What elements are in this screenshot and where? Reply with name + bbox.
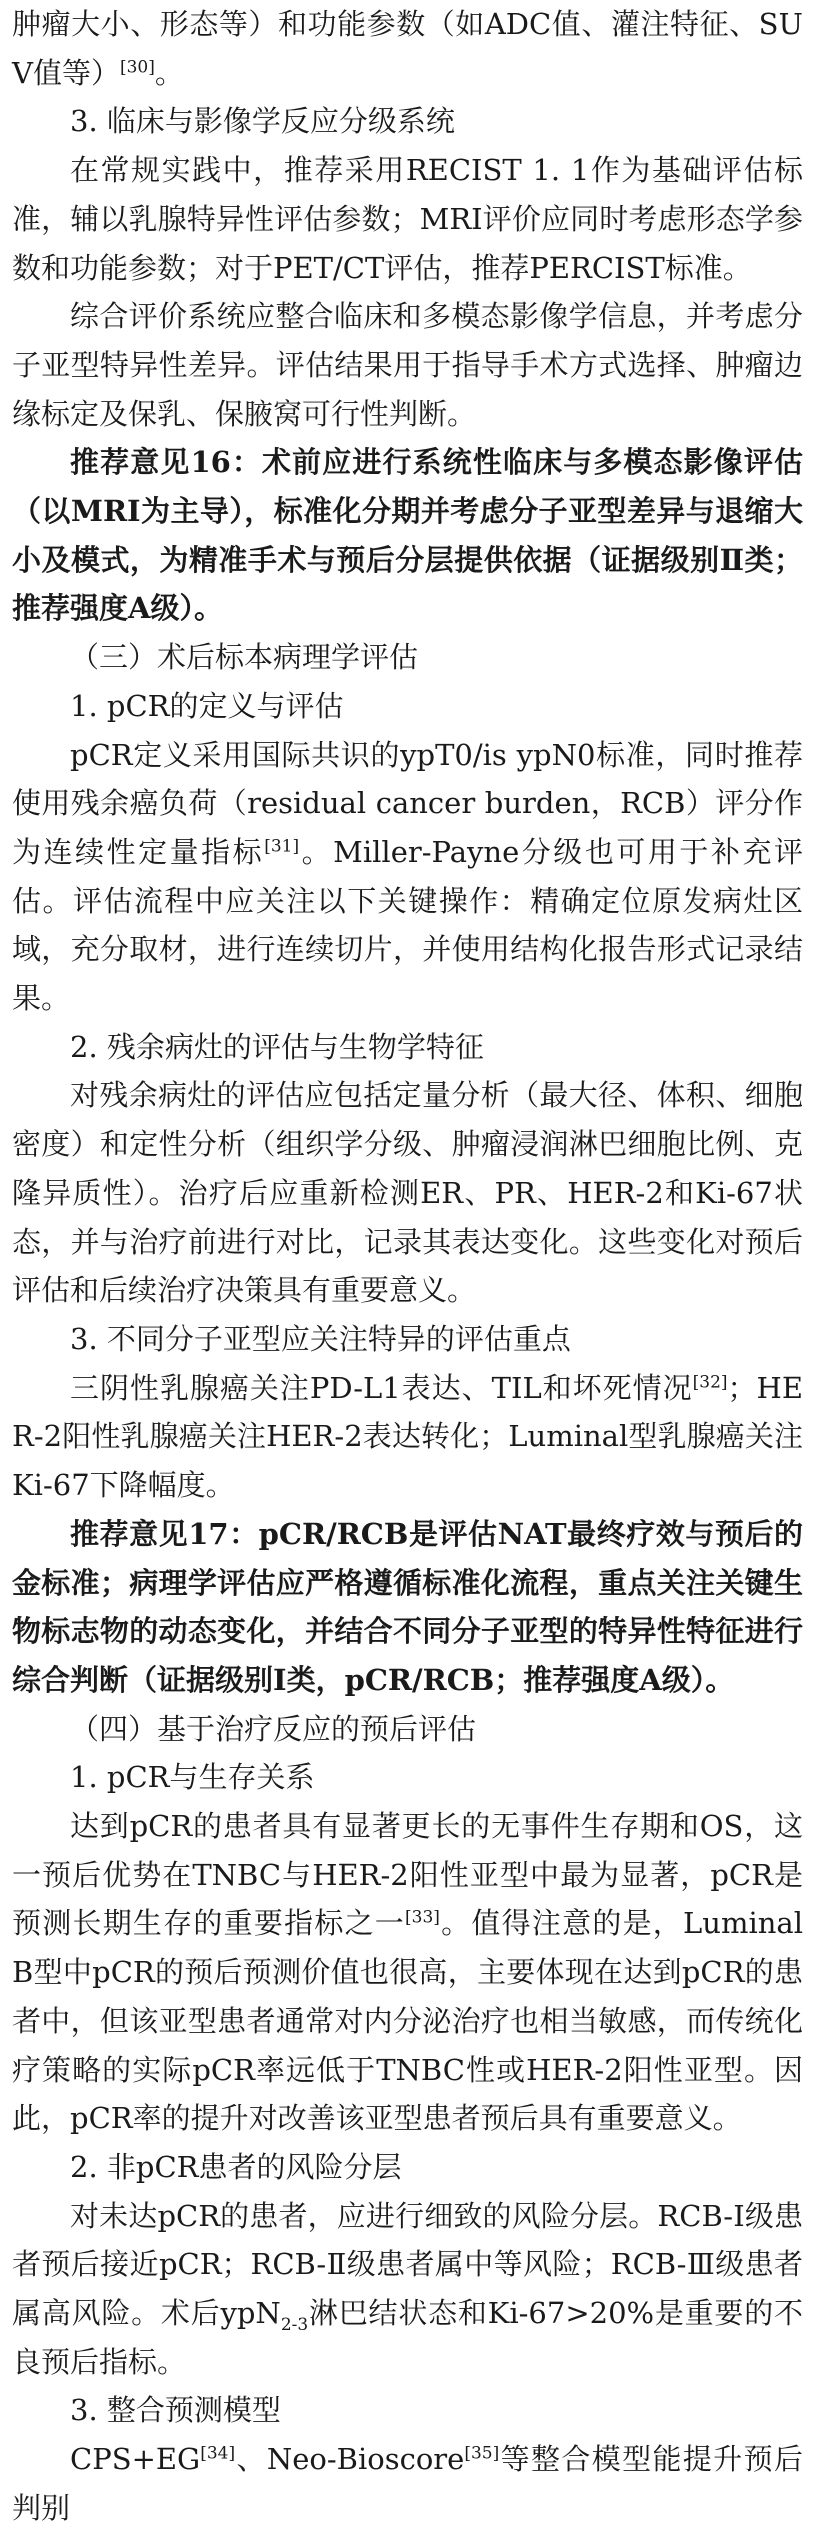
citation-ref: [31] — [264, 836, 300, 857]
text-run: 等整合模型能提升预后判别 — [12, 2442, 803, 2525]
text-run: （四）基于治疗反应的预后评估 — [70, 1711, 477, 1746]
citation-ref: [34] — [200, 2443, 236, 2464]
body-paragraph — [12, 146, 803, 292]
subscript: 2-3 — [280, 2314, 309, 2335]
text-run: 1. pCR与生存关系 — [70, 1760, 315, 1795]
text-run: pCR定义采用国际共识的ypT0/is ypN0标准，同时推荐使用残余癌负荷（residual cancer burden，RCB）评分作为连续性定量指标 — [12, 737, 803, 869]
text-run: CPS+EG — [70, 2442, 201, 2477]
text-run: 3. 临床与影像学反应分级系统 — [70, 104, 455, 139]
text-run: 推荐意见16：术前应进行系统性临床与多模态影像评估（以MRI为主导），标准化分期并考虑分子亚型差异与退缩大小及模式，为精准手术与预后分层提供依据（证据级别Ⅱ类；推荐强度A级）。 — [12, 445, 803, 626]
body-paragraph — [12, 2143, 803, 2192]
text-run: 。Miller-Payne分级也可用于补充评估。评估流程中应关注以下关键操作：精确定位原发病灶区域，充分取材，进行连续切片，并使用结构化报告形式记录结果。 — [12, 834, 803, 1016]
text-run: 。 — [154, 55, 184, 90]
text-run: 3. 不同分子亚型应关注特异的评估重点 — [70, 1321, 571, 1356]
body-paragraph — [12, 1753, 803, 1802]
text-run: 2. 非pCR患者的风险分层 — [70, 2149, 402, 2184]
body-paragraph — [12, 1802, 803, 2143]
body-paragraph — [12, 682, 803, 731]
recommendation-paragraph — [12, 438, 803, 633]
body-paragraph — [12, 2192, 803, 2387]
text-run: 1. pCR的定义与评估 — [70, 688, 344, 723]
text-run: （三）术后标本病理学评估 — [70, 640, 419, 675]
text-run: 2. 残余病灶的评估与生物学特征 — [70, 1029, 484, 1064]
citation-ref: [35] — [464, 2443, 500, 2464]
text-run: 达到pCR的患者具有显著更长的无事件生存期和OS，这一预后优势在TNBC与HER-2阳性亚型中最为显著，pCR是预测长期生存的重要指标之一 — [12, 1809, 803, 1941]
text-run: 综合评价系统应整合临床和多模态影像学信息，并考虑分子亚型特异性差异。评估结果用于指导手术方式选择、肿瘤边缘标定及保乳、保腋窝可行性判断。 — [12, 299, 803, 431]
citation-ref: [30] — [119, 57, 155, 78]
text-run: 。值得注意的是，Luminal B型中pCR的预后预测价值也很高，主要体现在达到pCR的患者中，但该亚型患者通常对内分泌治疗也相当敏感，而传统化疗策略的实际pCR率远低于TNBC性或HER-2阳性亚型。因此，pCR率的提升对改善该亚型患者预后具有重要意义。 — [12, 1906, 803, 2136]
citation-ref: [33] — [405, 1907, 440, 1928]
text-run: 在常规实践中，推荐采用RECIST 1. 1作为基础评估标准，辅以乳腺特异性评估参数；MRI评价应同时考虑形态学参数和功能参数；对于PET/CT评估，推荐PERCIST标准。 — [12, 153, 803, 285]
recommendation-paragraph — [12, 1510, 803, 1705]
body-paragraph — [12, 1364, 803, 1510]
body-paragraph — [12, 731, 803, 1023]
body-paragraph — [12, 1071, 803, 1315]
text-run: ；HER-2阳性乳腺癌关注HER-2表达转化；Luminal型乳腺癌关注Ki-67下降幅度。 — [12, 1370, 803, 1503]
body-paragraph — [12, 2386, 803, 2435]
body-paragraph — [12, 1023, 803, 1072]
text-run: 三阴性乳腺癌关注PD-L1表达、TIL和坏死情况 — [70, 1370, 693, 1405]
text-run: 推荐意见17：pCR/RCB是评估NAT最终疗效与预后的金标准；病理学评估应严格遵循标准化流程，重点关注关键生物标志物的动态变化，并结合不同分子亚型的特异性特征进行综合判断（证据级别Ⅰ类，pCR/RCB；推荐强度A级）。 — [12, 1516, 803, 1697]
body-paragraph — [12, 292, 803, 438]
body-paragraph — [12, 633, 803, 682]
text-run: 对未达pCR的患者，应进行细致的风险分层。RCB-Ⅰ级患者预后接近pCR；RCB-Ⅱ级患者属中等风险；RCB-Ⅲ级患者属高风险。术后ypN — [12, 2198, 803, 2331]
text-run: 3. 整合预测模型 — [70, 2393, 281, 2428]
body-paragraph — [12, 1705, 803, 1754]
text-run: 肿瘤大小、形态等）和功能参数（如ADC值、灌注特征、SUV值等） — [12, 7, 803, 90]
citation-ref: [32] — [692, 1372, 728, 1393]
body-paragraph — [12, 97, 803, 146]
text-run: 淋巴结状态和Ki-67>20%是重要的不良预后指标。 — [12, 2296, 803, 2379]
text-run: 、Neo-Bioscore — [235, 2442, 465, 2477]
body-paragraph — [12, 0, 803, 97]
body-paragraph — [12, 1315, 803, 1364]
text-run: 对残余病灶的评估应包括定量分析（最大径、体积、细胞密度）和定性分析（组织学分级、肿瘤浸润淋巴细胞比例、克隆异质性）。治疗后应重新检测ER、PR、HER-2和Ki-67状态，并与治疗前进行对比，记录其表达变化。这些变化对预后评估和后续治疗决策具有重要意义。 — [12, 1078, 803, 1308]
